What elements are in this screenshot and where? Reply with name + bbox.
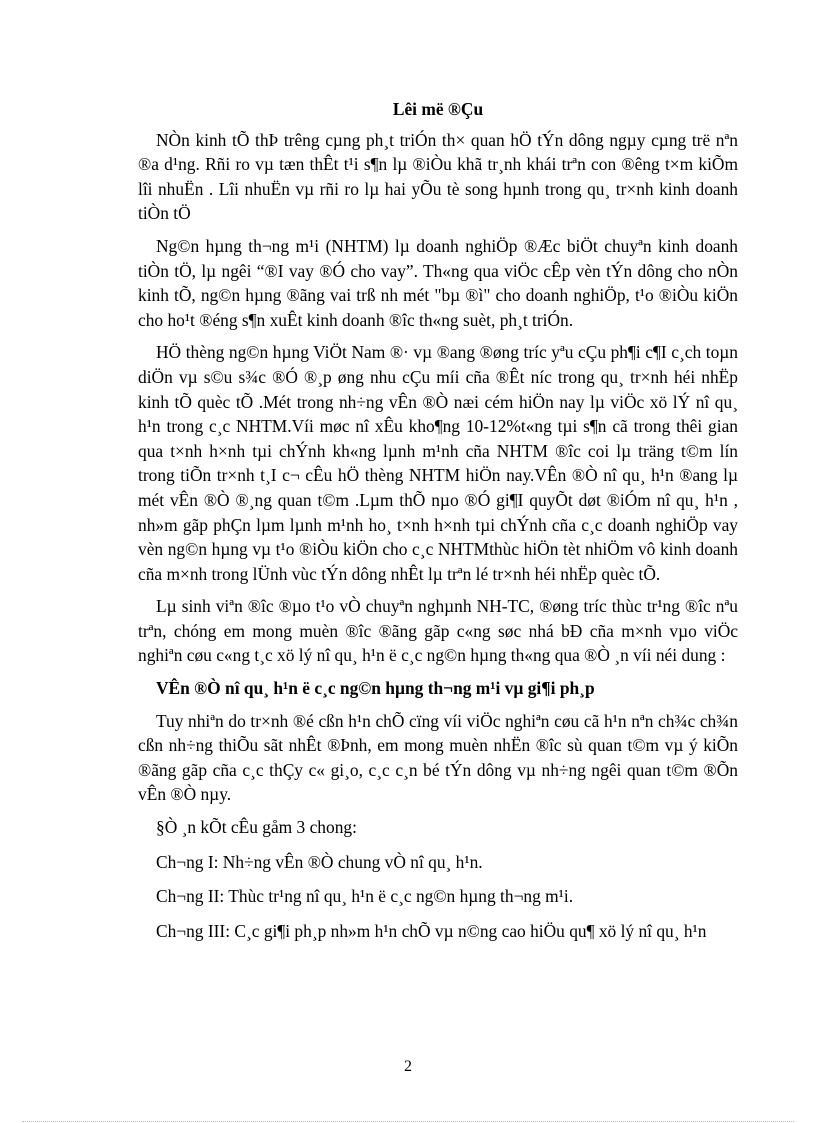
chapter-3-line: Ch¬ng III: C¸c gi¶i ph¸p nh»m h¹n chÕ vµ n©ng cao hiÖu qu¶ xö lý nî qu¸ h¹n	[156, 920, 707, 941]
page-bottom-rule	[22, 1121, 794, 1122]
intro-paragraph-4: Lµ sinh viªn ®îc ®µo t¹o vÒ chuyªn nghµnh NH-TC, ®øng tríc thùc tr¹ng ®îc nªu trªn, chóng em mong muèn ®îc ®ãng gãp c«ng søc nhá bÐ cña m×nh vµo viÖc nghiªn cøu c«ng t¸c xö lý nî qu¸ h¹n ë c¸c ng©n hµng th«ng qua ®Ò ¸n víi néi dung :	[138, 596, 738, 666]
intro-paragraph-2: Ng©n hµng th¬ng m¹i (NHTM) lµ doanh nghiÖp ®Æc biÖt chuyªn kinh doanh tiÒn tÖ, lµ ngêi “®I vay ®Ó cho vay”. Th«ng qua viÖc cÊp vèn tÝn dông cho nÒn kinh tÕ, ng©n hµng ®ãng vai trß nh mét "bµ ®ì" cho doanh nghiÖp, t¹o ®iÒu kiÖn cho ho¹t ®éng s¶n xuÊt kinh doanh ®îc th«ng suèt, ph¸t triÓn.	[138, 235, 738, 330]
intro-paragraph-3: HÖ thèng ng©n hµng ViÖt Nam ®· vµ ®ang ®øng tríc yªu cÇu ph¶i c¶I c¸ch toµn diÖn vµ s©u s¾c ®Ó ®¸p øng nhu cÇu míi cña ®Êt níc trong qu¸ tr×nh héi nhËp kinh tÕ quèc tÕ .Mét trong nh÷ng vÊn ®Ò næi cém hiÖn nay lµ viÖc xö lÝ nî qu¸ h¹n trong c¸c NHTM.Víi møc nî xÊu kho¶ng 10-12%t«ng tµi s¶n cã trong thêi gian qua t×nh h×nh tµi chÝnh kh«ng lµnh m¹nh cña NHTM ®îc coi lµ träng t©m lín trong tiÕn tr×nh t¸I c¬ cÊu hÖ thèng NHTM hiÖn nay.VÊn ®Ò nî qu¸ h¹n ®ang lµ mét vÊn ®Ò ®¸ng quan t©m .Lµm thÕ nµo ®Ó gi¶I quyÕt døt ®iÓm nî qu¸ h¹n , nh»m gãp phÇn lµm lµnh m¹nh ho¸ t×nh h×nh tµi chÝnh cña c¸c doanh nghiÖp vay vèn ng©n hµng vµ t¹o ®iÒu kiÖn cho c¸c NHTMthùc hiÖn tèt nhiÖm vô kinh doanh cña m×nh trong lÜnh vùc tÝn dông nhÊt lµ trªn lé tr×nh héi nhËp quèc tÕ.	[138, 342, 738, 584]
document-title: Lêi më ®Çu	[392, 99, 484, 119]
document-body	[138, 97, 738, 951]
chapter-2-line: Ch¬ng II: Thùc tr¹ng nî qu¸ h¹n ë c¸c ng©n hµng th¬ng m¹i.	[156, 886, 574, 907]
structure-paragraph: §Ò ¸n kÕt cÊu gåm 3 chong:	[156, 817, 357, 838]
chapter-1-line: Ch¬ng I: Nh÷ng vÊn ®Ò chung vÒ nî qu¸ h¹n.	[156, 851, 483, 872]
page-number: 2	[404, 1058, 412, 1075]
closing-paragraph-1: Tuy nhiªn do tr×nh ®é cßn h¹n chÕ cïng víi viÖc nghiªn cøu cã h¹n nªn ch¾c ch¾n cßn nh÷ng thiÕu sãt nhÊt ®Þnh, em mong muèn nhËn ®îc sù quan t©m vµ ý kiÕn ®ãng gãp cña c¸c thÇy c« gi¸o, c¸c c¸n bé tÝn dông vµ nh÷ng ngêi quan t©m ®Õn vÊn ®Ò nµy.	[138, 710, 738, 805]
intro-paragraph-1: NÒn kinh tÕ thÞ trêng cµng ph¸t triÓn th× quan hÖ tÝn dông ngµy cµng trë nªn ®a d¹ng. Rñi ro vµ tæn thÊt t¹i s¶n lµ ®iÒu khã tr¸nh khái trªn con ®êng t×m kiÕm lîi nhuËn . Lîi nhuËn vµ rñi ro lµ hai yÕu tè song hµnh trong qu¸ tr×nh kinh doanh tiÒn tÖ	[138, 129, 738, 224]
topic-heading: VÊn ®Ò nî qu¸ h¹n ë c¸c ng©n hµng th¬ng m¹i vµ gi¶i ph¸p	[156, 678, 595, 699]
